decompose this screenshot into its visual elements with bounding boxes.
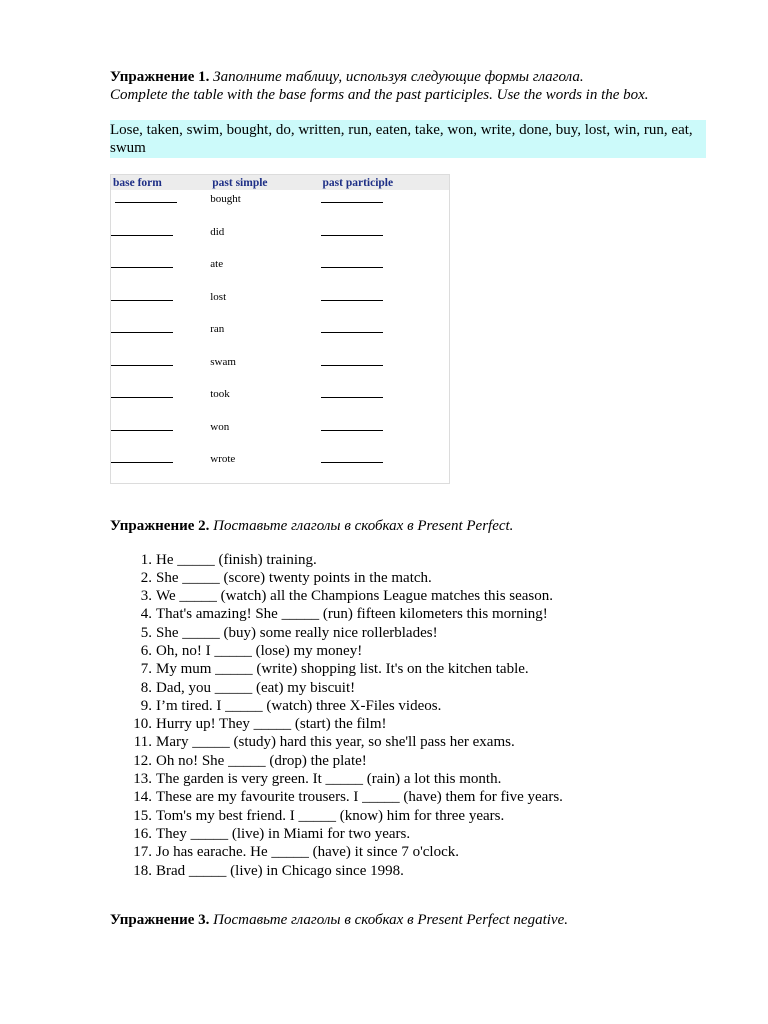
table-row: [111, 255, 450, 288]
past-participle-cell: [321, 288, 450, 321]
past-simple-cell: [210, 418, 320, 451]
sentence-number: 13.: [133, 771, 152, 788]
sentence-number: 17.: [133, 844, 152, 861]
exercise-3-heading: [110, 911, 710, 929]
base-form-blank[interactable]: [111, 322, 173, 333]
list-item: [110, 660, 710, 678]
base-form-blank[interactable]: [111, 452, 173, 463]
base-form-blank[interactable]: [111, 355, 173, 366]
sentence-number: 8.: [140, 679, 152, 696]
sentence-text: These are my favourite trousers. I _____ (have) them for five years.: [156, 789, 563, 806]
past-participle-blank[interactable]: [321, 322, 383, 333]
sentence-text: We _____ (watch) all the Champions League matches this season.: [156, 588, 554, 605]
past-simple-word: ran: [210, 323, 225, 335]
table-header-row: [111, 175, 450, 191]
sentence-number: 2.: [140, 569, 152, 586]
base-form-cell: [111, 255, 211, 288]
past-simple-cell: [210, 320, 320, 353]
sentence-text: I’m tired. I _____ (watch) three X-Files videos.: [156, 697, 442, 714]
past-participle-blank[interactable]: [321, 420, 383, 431]
list-item: [110, 624, 710, 642]
exercise-3-instruction-ru: Поставьте глаголы в скобках в Present Perfect negative.: [213, 911, 568, 928]
sentence-number: 6.: [140, 642, 152, 659]
sentence-number: 11.: [133, 734, 152, 751]
sentence-text: Brad _____ (live) in Chicago since 1998.: [156, 862, 404, 879]
sentence-number: 15.: [133, 807, 152, 824]
past-simple-cell: [210, 288, 320, 321]
past-simple-word: swam: [210, 355, 236, 368]
sentence-number: 1.: [140, 551, 152, 568]
list-item: [110, 752, 710, 770]
sentence-number: 5.: [140, 624, 152, 641]
past-simple-word: wrote: [210, 453, 236, 465]
past-participle-cell: [321, 450, 450, 483]
list-item: [110, 770, 710, 788]
word-box: Lose, taken, swim, bought, do, written, run, eaten, take, won, write, done, buy, lost, win, run, eat, swum: [110, 120, 706, 158]
past-simple-cell: [210, 353, 320, 386]
past-participle-cell: [321, 418, 450, 451]
sentence-text: Hurry up! They _____ (start) the film!: [156, 716, 387, 733]
table-row: [111, 320, 450, 353]
sentence-number: 18.: [133, 862, 152, 879]
list-item: [110, 569, 710, 587]
table-row: [111, 190, 450, 223]
past-simple-cell: [210, 255, 320, 288]
sentence-text: Oh no! She _____ (drop) the plate!: [156, 752, 367, 769]
past-participle-blank[interactable]: [321, 192, 383, 203]
table-row: [111, 223, 450, 256]
past-simple-word: bought: [210, 193, 241, 205]
base-form-blank[interactable]: [111, 420, 173, 431]
base-form-blank[interactable]: [111, 290, 173, 301]
base-form-cell: [111, 288, 211, 321]
sentence-number: 7.: [140, 661, 152, 678]
list-item: [110, 605, 710, 623]
exercise-1-heading: [110, 68, 710, 86]
exercise-3-label: Упражнение 3.: [110, 911, 210, 928]
past-simple-word: took: [210, 388, 230, 400]
base-form-blank[interactable]: [115, 192, 177, 203]
header-base-form: base form: [111, 175, 211, 191]
base-form-cell: [111, 320, 211, 353]
sentence-text: The garden is very green. It _____ (rain) a lot this month.: [156, 771, 502, 788]
sentence-text: Dad, you _____ (eat) my biscuit!: [156, 679, 356, 696]
table-row: [111, 288, 450, 321]
list-item: [110, 862, 710, 880]
sentence-text: Oh, no! I _____ (lose) my money!: [156, 642, 363, 659]
verb-forms-table: [110, 174, 450, 484]
sentence-text: Tom's my best friend. I _____ (know) him for three years.: [156, 807, 505, 824]
exercise-1-label: Упражнение 1.: [110, 69, 210, 85]
list-item: [110, 733, 710, 751]
base-form-blank[interactable]: [111, 225, 173, 236]
sentence-number: 3.: [140, 588, 152, 605]
past-participle-blank[interactable]: [321, 387, 383, 398]
sentence-text: He _____ (finish) training.: [156, 551, 317, 568]
sentence-text: That's amazing! She _____ (run) fifteen kilometers this morning!: [156, 606, 548, 623]
header-past-simple: past simple: [210, 175, 320, 191]
past-participle-cell: [321, 223, 450, 256]
sentence-text: She _____ (buy) some really nice rollerblades!: [156, 624, 438, 641]
past-participle-cell: [321, 255, 450, 288]
list-item: [110, 715, 710, 733]
base-form-cell: [111, 223, 211, 256]
past-participle-blank[interactable]: [321, 225, 383, 236]
sentence-text: My mum _____ (write) shopping list. It's on the kitchen table.: [156, 661, 529, 678]
base-form-cell: [111, 190, 211, 223]
base-form-cell: [111, 353, 211, 386]
past-participle-blank[interactable]: [321, 257, 383, 268]
header-past-participle: past participle: [321, 175, 450, 191]
base-form-blank[interactable]: [111, 387, 173, 398]
verb-table-body: [111, 190, 450, 483]
past-participle-cell: [321, 353, 450, 386]
past-participle-blank[interactable]: [321, 452, 383, 463]
past-participle-blank[interactable]: [321, 355, 383, 366]
past-participle-cell: [321, 385, 450, 418]
list-item: [110, 843, 710, 861]
sentence-number: 12.: [133, 752, 152, 769]
exercise-2-instruction-ru: Поставьте глаголы в скобках в Present Perfect.: [213, 517, 514, 534]
past-participle-cell: [321, 190, 450, 223]
past-participle-blank[interactable]: [321, 290, 383, 301]
sentence-text: Mary _____ (study) hard this year, so she'll pass her exams.: [156, 734, 515, 751]
sentence-text: They _____ (live) in Miami for two years.: [156, 825, 411, 842]
past-simple-word: ate: [210, 258, 224, 270]
table-row: [111, 353, 450, 386]
past-simple-cell: [210, 190, 320, 223]
base-form-blank[interactable]: [111, 257, 173, 268]
sentence-number: 10.: [133, 716, 152, 733]
list-item: [110, 551, 710, 569]
exercise-2-sentence-list: [110, 551, 710, 880]
sentence-number: 14.: [133, 789, 152, 806]
sentence-number: 16.: [133, 825, 152, 842]
past-simple-word: did: [210, 225, 225, 238]
exercise-1-instruction-ru: Заполните таблицу, используя следующие формы глагола.: [213, 69, 584, 85]
past-participle-cell: [321, 320, 450, 353]
list-item: [110, 788, 710, 806]
base-form-cell: [111, 418, 211, 451]
exercise-2-heading: [110, 517, 710, 535]
sentence-number: 9.: [140, 697, 152, 714]
past-simple-word: won: [210, 420, 230, 433]
list-item: [110, 679, 710, 697]
table-row: [111, 385, 450, 418]
list-item: [110, 642, 710, 660]
list-item: [110, 825, 710, 843]
table-row: [111, 450, 450, 483]
past-simple-cell: [210, 450, 320, 483]
base-form-cell: [111, 450, 211, 483]
list-item: [110, 697, 710, 715]
table-row: [111, 418, 450, 451]
worksheet-page: [110, 68, 710, 929]
sentence-text: She _____ (score) twenty points in the match.: [156, 569, 432, 586]
list-item: [110, 587, 710, 605]
exercise-1-instruction-en: Complete the table with the base forms and the past participles. Use the words in the box.: [110, 87, 649, 103]
past-simple-word: lost: [210, 290, 227, 303]
list-item: [110, 807, 710, 825]
sentence-text: Jo has earache. He _____ (have) it since 7 o'clock.: [156, 844, 460, 861]
past-simple-cell: [210, 385, 320, 418]
exercise-2-label: Упражнение 2.: [110, 517, 210, 534]
sentence-number: 4.: [140, 606, 152, 623]
base-form-cell: [111, 385, 211, 418]
past-simple-cell: [210, 223, 320, 256]
